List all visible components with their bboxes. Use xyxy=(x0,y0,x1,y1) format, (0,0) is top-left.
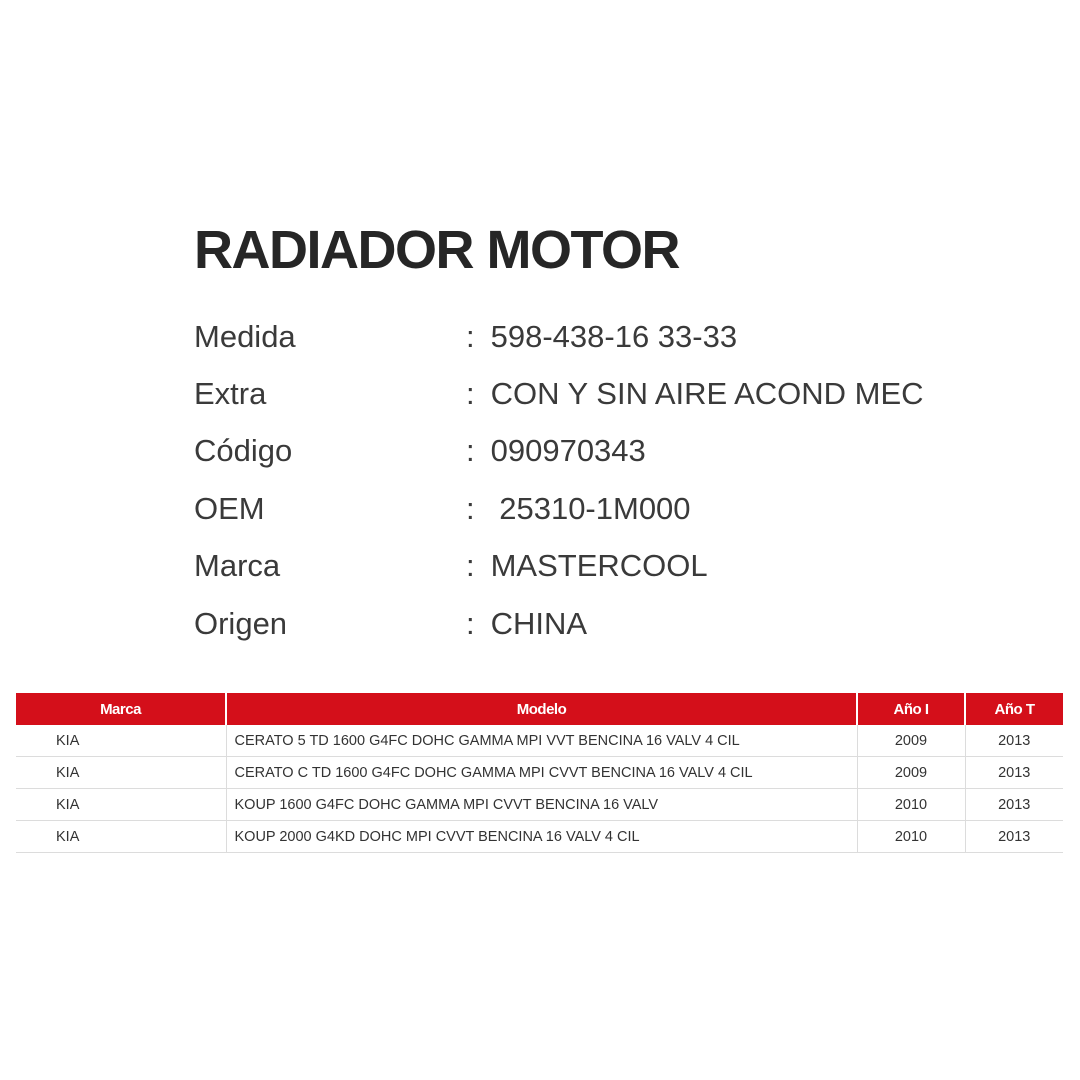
spec-row-codigo xyxy=(194,423,1014,480)
spec-row-medida xyxy=(194,308,1014,365)
cell-marca: KIA xyxy=(16,821,226,853)
spec-colon: : xyxy=(466,376,475,412)
cell-modelo: KOUP 2000 G4KD DOHC MPI CVVT BENCINA 16 VALV 4 CIL xyxy=(226,821,857,853)
table-row xyxy=(16,757,1063,789)
table-header-row xyxy=(16,693,1063,725)
column-header-ano-inicio: Año I xyxy=(857,693,965,725)
cell-ano-inicio: 2010 xyxy=(857,821,965,853)
spec-label: Medida xyxy=(194,318,296,354)
cell-modelo: CERATO C TD 1600 G4FC DOHC GAMMA MPI CVVT BENCINA 16 VALV 4 CIL xyxy=(226,757,857,789)
product-title: RADIADOR MOTOR xyxy=(194,220,679,280)
cell-ano-inicio: 2009 xyxy=(857,757,965,789)
cell-ano-inicio: 2009 xyxy=(857,725,965,757)
column-header-ano-termino: Año T xyxy=(965,693,1063,725)
cell-marca: KIA xyxy=(16,757,226,789)
cell-modelo: CERATO 5 TD 1600 G4FC DOHC GAMMA MPI VVT BENCINA 16 VALV 4 CIL xyxy=(226,725,857,757)
column-header-marca: Marca xyxy=(16,693,226,725)
spec-colon: : xyxy=(466,433,475,469)
spec-value: CHINA xyxy=(482,605,588,641)
spec-value: MASTERCOOL xyxy=(482,548,708,584)
cell-ano-termino: 2013 xyxy=(965,789,1063,821)
cell-marca: KIA xyxy=(16,725,226,757)
spec-label: OEM xyxy=(194,490,265,526)
spec-colon: : xyxy=(466,605,475,641)
spec-row-oem xyxy=(194,480,1014,537)
spec-label: Marca xyxy=(194,548,281,584)
spec-row-marca xyxy=(194,538,1014,595)
spec-value: CON Y SIN AIRE ACOND MEC xyxy=(482,376,924,412)
spec-label: Origen xyxy=(194,605,288,641)
table-row xyxy=(16,821,1063,853)
spec-label: Extra xyxy=(194,376,267,412)
spec-value: 598-438-16 33-33 xyxy=(482,318,738,354)
column-header-modelo: Modelo xyxy=(226,693,857,725)
table-row xyxy=(16,725,1063,757)
spec-value: 25310-1M000 xyxy=(482,490,691,526)
cell-ano-inicio: 2010 xyxy=(857,789,965,821)
cell-ano-termino: 2013 xyxy=(965,757,1063,789)
cell-ano-termino: 2013 xyxy=(965,725,1063,757)
spec-label: Código xyxy=(194,433,293,469)
spec-colon: : xyxy=(466,490,475,526)
cell-ano-termino: 2013 xyxy=(965,821,1063,853)
spec-colon: : xyxy=(466,318,475,354)
cell-marca: KIA xyxy=(16,789,226,821)
spec-list xyxy=(194,308,1014,652)
spec-row-extra xyxy=(194,365,1014,422)
applications-table xyxy=(16,693,1063,853)
spec-value: 090970343 xyxy=(482,433,646,469)
spec-row-origen xyxy=(194,595,1014,652)
cell-modelo: KOUP 1600 G4FC DOHC GAMMA MPI CVVT BENCINA 16 VALV xyxy=(226,789,857,821)
spec-colon: : xyxy=(466,548,475,584)
table-row xyxy=(16,789,1063,821)
